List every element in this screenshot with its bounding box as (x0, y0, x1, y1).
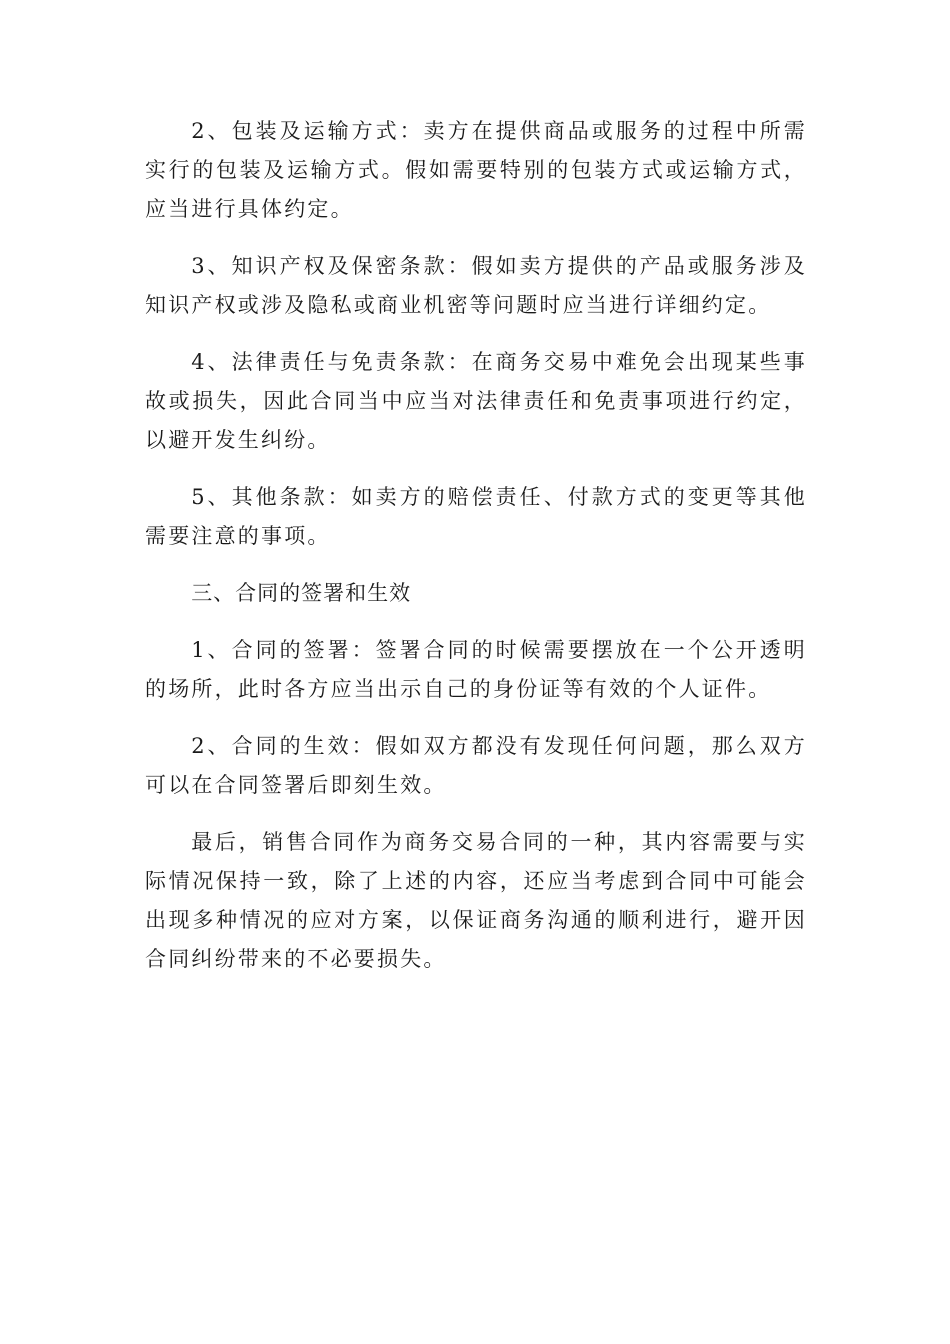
clause-contract-signing: 1、合同的签署：签署合同的时候需要摆放在一个公开透明的场所，此时各方应当出示自己的身份证等有效的个人证件。 (145, 638, 807, 701)
clause-other-terms: 5、其他条款：如卖方的赔偿责任、付款方式的变更等其他需要注意的事项。 (145, 485, 807, 548)
clause-liability-exemption: 4、法律责任与免责条款：在商务交易中难免会出现某些事故或损失，因此合同当中应当对法律责任和免责事项进行约定，以避开发生纠纷。 (145, 350, 807, 452)
clause-contract-effect: 2、合同的生效：假如双方都没有发现任何问题，那么双方可以在合同签署后即刻生效。 (145, 734, 807, 797)
section-heading-signing-effect: 三、合同的签署和生效 (191, 581, 412, 605)
clause-ip-confidentiality: 3、知识产权及保密条款：假如卖方提供的产品或服务涉及知识产权或涉及隐私或商业机密等问题时应当进行详细约定。 (145, 254, 807, 317)
clause-packaging-transport: 2、包装及运输方式：卖方在提供商品或服务的过程中所需实行的包装及运输方式。假如需要特别的包装方式或运输方式，应当进行具体约定。 (145, 119, 807, 221)
closing-paragraph: 最后，销售合同作为商务交易合同的一种，其内容需要与实际情况保持一致，除了上述的内容，还应当考虑到合同中可能会出现多种情况的应对方案，以保证商务沟通的顺利进行，避开因合同纠纷带来的不必要损失。 (145, 830, 807, 971)
document-body (145, 112, 807, 997)
